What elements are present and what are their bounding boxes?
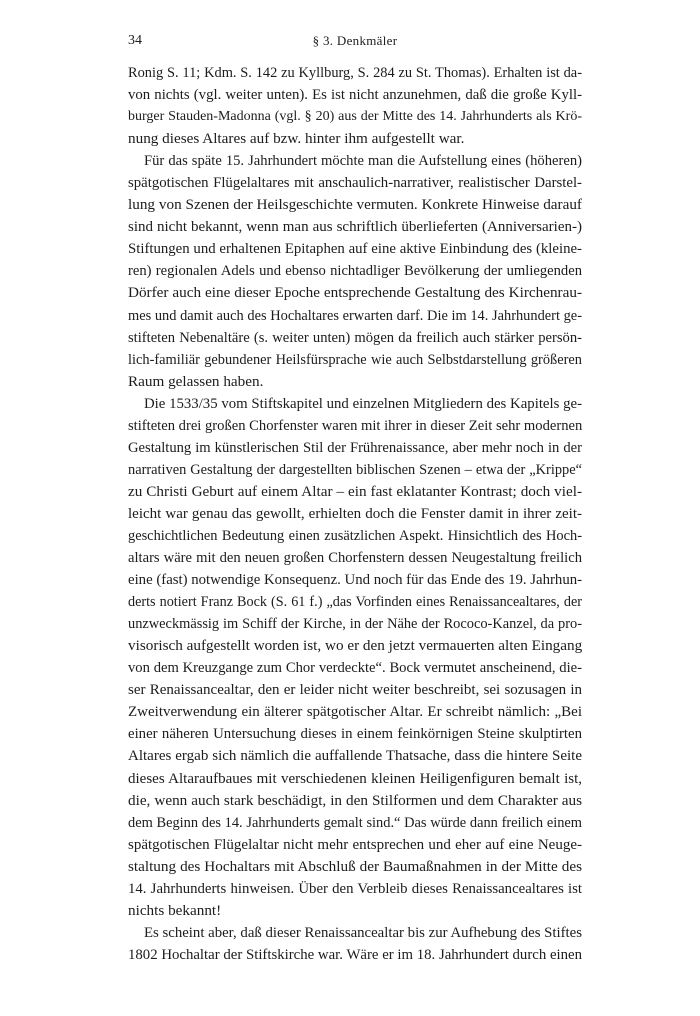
text-line: von dem Kreuzgange zum Chor verdeckte“. Bock vermutet anscheinend, die-	[128, 660, 582, 677]
text-line: lung von Szenen der Heilsgeschichte vermuten. Konkrete Hinweise darauf	[128, 196, 582, 214]
text-line: mes und damit auch des Hochaltares erwarten darf. Die im 14. Jahrhundert ge-	[128, 307, 582, 324]
text-line: ren) regionalen Adels und ebenso nichtadliger Bevölkerung der umliegenden	[128, 263, 582, 280]
text-line: Dörfer auch eine dieser Epoche entsprechende Gestaltung des Kirchenrau-	[128, 284, 582, 302]
text-line: Altares ergab sich nämlich die auffallende Thatsache, dass die hintere Seite	[128, 748, 582, 765]
text-line: Stiftungen und erhaltenen Epitaphen auf eine aktive Einbindung des (kleine-	[128, 241, 582, 258]
text-line: Zweitverwendung ein älterer spätgotischer Altar. Er schreibt nämlich: „Bei	[128, 704, 582, 721]
text-line: spätgotischen Flügelaltares mit anschaulich-narrativer, realistischer Darstel-	[128, 175, 582, 192]
text-line: staltung des Hochaltars mit Abschluß der Baumaßnahmen in der Mitte des	[128, 857, 582, 875]
text-line: altars wäre mit den neuen großen Chorfenstern dessen Neugestaltung freilich	[128, 550, 582, 567]
text-line: spätgotischen Flügelaltar nicht mehr entsprechen und eher auf eine Neuge-	[128, 836, 582, 853]
text-line: dieses Altaraufbaues mit verschiedenen kleinen Heiligenfiguren bemalt ist,	[128, 770, 582, 787]
page-header	[128, 31, 582, 51]
text-line: derts notiert Franz Bock (S. 61 f.) „das Vorfinden eines Renaissancealtares, der	[128, 594, 582, 611]
text-line: Ronig S. 11; Kdm. S. 142 zu Kyllburg, S. 284 zu St. Thomas). Erhalten ist da-	[128, 65, 582, 81]
text-line: stifteten drei großen Chorfenster waren mit ihrer in dieser Zeit sehr modernen	[128, 417, 583, 434]
text-line: leicht war genau das gewollt, erhielten doch die Fenster damit in ihrer zeit-	[128, 505, 582, 522]
text-line: Gestaltung im künstlerischen Stil der Frührenaissance, aber mehr noch in der	[128, 439, 582, 456]
text-line: dem Beginn des 14. Jahrhunderts gemalt sind.“ Das würde dann freilich einem	[128, 814, 582, 831]
text-line: 1802 Hochaltar der Stiftskirche war. Wäre er im 18. Jahrhundert durch einen	[128, 946, 582, 963]
body-text	[128, 62, 582, 966]
text-line: 14. Jahrhunderts hinweisen. Über den Verbleib dieses Renaissancealtares ist	[128, 880, 582, 897]
text-line: nung dieses Altares auf bzw. hinter ihm aufgestellt war.	[128, 130, 465, 148]
text-line: narrativen Gestaltung der dargestellten biblischen Szenen – etwa der „Krippe“	[128, 461, 582, 478]
text-line: lich-familiär gebundener Heilsfürsprache wie auch Selbstdarstellung größeren	[128, 351, 582, 368]
text-line: sind nicht bekannt, wenn man aus schriftlich überlieferten (Anniversarien-)	[128, 219, 582, 236]
text-line: eine (fast) notwendige Konsequenz. Und noch für das Ende des 19. Jahrhun-	[128, 572, 583, 589]
text-line: geschichtlichen Bedeutung einen zusätzlichen Aspekt. Hinsichtlich des Hoch-	[128, 527, 582, 544]
running-head: § 3. Denkmäler	[312, 33, 398, 48]
text-line: visorisch aufgestellt worden ist, wo er den jetzt vermauerten alten Eingang	[128, 637, 583, 655]
text-line: ser Renaissancealtar, den er leider nicht weiter beschreibt, sei sozusagen in	[128, 682, 582, 699]
text-line: die, wenn auch stark beschädigt, in den Stilformen und dem Charakter aus	[128, 791, 582, 809]
text-line: stifteten Nebenaltäre (s. weiter unten) mögen da freilich auch stärker persön-	[128, 329, 582, 346]
text-line: burger Stauden-Madonna (vgl. § 20) aus der Mitte des 14. Jahrhunderts als Krö-	[128, 109, 582, 125]
text-line: zu Christi Geburt auf einem Altar – ein fast eklatanter Kontrast; doch viel-	[128, 482, 582, 500]
text-line: Es scheint aber, daß dieser Renaissancealtar bis zur Aufhebung des Stiftes	[144, 924, 582, 941]
text-line: Raum gelassen haben.	[128, 372, 264, 390]
text-line: von nichts (vgl. weiter unten). Es ist nicht anzunehmen, daß die große Kyll-	[128, 87, 582, 104]
text-line: nichts bekannt!	[128, 901, 222, 919]
page-number: 34	[128, 33, 142, 48]
text-line: Für das späte 15. Jahrhundert möchte man die Aufstellung eines (höheren)	[144, 153, 582, 170]
text-line: unzweckmässig im Schiff der Kirche, in der Nähe der Rococo-Kanzel, da pro-	[128, 616, 582, 633]
text-line: einer näheren Untersuchung dieses in einem feinkörnigen Steine skulptirten	[128, 726, 582, 743]
text-line: Die 1533/35 vom Stiftskapitel und einzelnen Mitgliedern des Kapitels ge-	[144, 395, 582, 412]
